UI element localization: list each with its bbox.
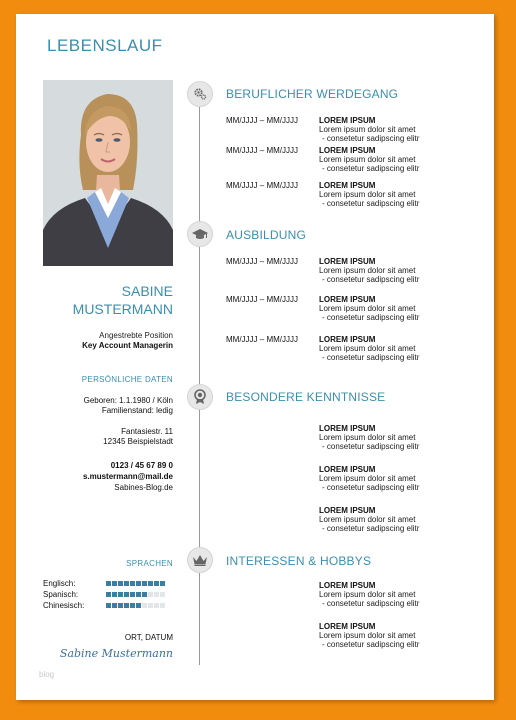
language-level-segment	[124, 592, 129, 597]
crown-icon	[187, 547, 213, 573]
language-label: Chinesisch:	[43, 601, 85, 610]
entry-text-line: - consetetur sadipscing elitr	[322, 164, 420, 173]
section-title-career: BERUFLICHER WERDEGANG	[226, 87, 399, 101]
language-label: Spanisch:	[43, 590, 79, 599]
language-level-segment	[136, 603, 141, 608]
language-level-segment	[124, 581, 129, 586]
phone-number: 0123 / 45 67 89 0	[110, 461, 173, 470]
address-street: Fantasiestr. 11	[121, 427, 173, 436]
portrait-image	[43, 80, 173, 266]
language-level-segment	[160, 581, 165, 586]
language-level-segment	[142, 603, 147, 608]
position-label: Angestrebte Position	[99, 331, 173, 340]
language-level-segment	[130, 581, 135, 586]
first-name: SABINE	[121, 283, 173, 299]
language-level-bar	[106, 592, 165, 598]
section-entry	[226, 506, 486, 538]
language-level-segment	[118, 592, 123, 597]
entry-title: LOREM IPSUM	[319, 581, 376, 590]
language-level-segment	[142, 581, 147, 586]
entry-title: LOREM IPSUM	[319, 506, 376, 515]
entry-date: MM/JJJJ – MM/JJJJ	[226, 181, 298, 190]
language-level-segment	[142, 592, 147, 597]
language-level-segment	[112, 581, 117, 586]
entry-text-line: - consetetur sadipscing elitr	[322, 442, 420, 451]
timeline-line	[199, 95, 200, 665]
language-row	[43, 579, 183, 589]
signature: Sabine Mustermann	[59, 647, 173, 660]
last-name: MUSTERMANN	[72, 301, 173, 317]
section-entry	[226, 424, 486, 456]
section-entry	[226, 622, 486, 654]
language-level-segment	[112, 592, 117, 597]
language-row	[43, 601, 183, 611]
section-entry	[226, 581, 486, 613]
birth-info: Geboren: 1.1.1980 / Köln	[83, 396, 173, 405]
entry-text-line: - consetetur sadipscing elitr	[322, 599, 420, 608]
entry-title: LOREM IPSUM	[319, 424, 376, 433]
entry-text-line: Lorem ipsum dolor sit amet	[319, 190, 416, 199]
entry-title: LOREM IPSUM	[319, 146, 376, 155]
family-status: Familienstand: ledig	[101, 406, 173, 415]
section-title-hobbies: INTERESSEN & HOBBYS	[226, 554, 372, 568]
entry-title: LOREM IPSUM	[319, 295, 376, 304]
language-level-segment	[136, 581, 141, 586]
language-label: Englisch:	[43, 579, 76, 588]
section-title-education: AUSBILDUNG	[226, 228, 307, 242]
language-level-segment	[148, 603, 153, 608]
language-level-segment	[148, 581, 153, 586]
language-level-segment	[136, 592, 141, 597]
entry-title: LOREM IPSUM	[319, 257, 376, 266]
entry-date: MM/JJJJ – MM/JJJJ	[226, 146, 298, 155]
entry-title: LOREM IPSUM	[319, 335, 376, 344]
section-entry	[226, 146, 486, 178]
section-entry	[226, 116, 486, 148]
section-entry	[226, 465, 486, 497]
entry-text-line: Lorem ipsum dolor sit amet	[319, 155, 416, 164]
watermark: blog	[39, 670, 55, 679]
entry-text-line: - consetetur sadipscing elitr	[322, 199, 420, 208]
address-city: 12345 Beispielstadt	[103, 437, 173, 446]
language-level-segment	[154, 603, 159, 608]
email-address[interactable]: s.mustermann@mail.de	[82, 472, 173, 481]
person-name	[43, 282, 173, 318]
entry-text-line: - consetetur sadipscing elitr	[322, 483, 420, 492]
entry-text-line: - consetetur sadipscing elitr	[322, 134, 420, 143]
entry-text-line: Lorem ipsum dolor sit amet	[319, 266, 416, 275]
entry-title: LOREM IPSUM	[319, 116, 376, 125]
entry-date: MM/JJJJ – MM/JJJJ	[226, 116, 298, 125]
entry-text-line: Lorem ipsum dolor sit amet	[319, 304, 416, 313]
award-badge-icon	[187, 384, 213, 410]
section-entry	[226, 257, 486, 289]
entry-text-line: Lorem ipsum dolor sit amet	[319, 125, 416, 134]
section-entry	[226, 295, 486, 327]
entry-text-line: Lorem ipsum dolor sit amet	[319, 515, 416, 524]
entry-date: MM/JJJJ – MM/JJJJ	[226, 257, 298, 266]
entry-date: MM/JJJJ – MM/JJJJ	[226, 335, 298, 344]
section-title-skills: BESONDERE KENNTNISSE	[226, 390, 386, 404]
language-level-segment	[148, 592, 153, 597]
language-level-segment	[106, 603, 111, 608]
language-row	[43, 590, 183, 600]
personal-data-heading: PERSÖNLICHE DATEN	[81, 375, 173, 384]
language-level-segment	[112, 603, 117, 608]
language-level-segment	[160, 592, 165, 597]
language-level-segment	[118, 603, 123, 608]
language-level-bar	[106, 581, 165, 587]
language-level-segment	[124, 603, 129, 608]
entry-date: MM/JJJJ – MM/JJJJ	[226, 295, 298, 304]
entry-text-line: - consetetur sadipscing elitr	[322, 275, 420, 284]
entry-text-line: Lorem ipsum dolor sit amet	[319, 474, 416, 483]
blog-link[interactable]: Sabines-Blog.de	[114, 483, 173, 492]
language-level-segment	[106, 592, 111, 597]
entry-text-line: Lorem ipsum dolor sit amet	[319, 433, 416, 442]
position-value: Key Account Managerin	[82, 341, 173, 350]
entry-title: LOREM IPSUM	[319, 622, 376, 631]
gear-icon	[187, 81, 213, 107]
entry-text-line: - consetetur sadipscing elitr	[322, 313, 420, 322]
language-level-segment	[118, 581, 123, 586]
portrait-photo	[43, 80, 173, 266]
section-entry	[226, 181, 486, 213]
language-level-segment	[130, 592, 135, 597]
language-level-segment	[130, 603, 135, 608]
entry-text-line: - consetetur sadipscing elitr	[322, 524, 420, 533]
place-date: ORT, DATUM	[124, 633, 173, 642]
section-entry	[226, 335, 486, 367]
entry-text-line: Lorem ipsum dolor sit amet	[319, 631, 416, 640]
resume-page	[16, 14, 494, 700]
language-level-segment	[160, 603, 165, 608]
language-level-segment	[154, 581, 159, 586]
language-level-bar	[106, 603, 165, 609]
entry-text-line: Lorem ipsum dolor sit amet	[319, 344, 416, 353]
languages-heading: SPRACHEN	[126, 559, 173, 568]
entry-text-line: - consetetur sadipscing elitr	[322, 353, 420, 362]
entry-title: LOREM IPSUM	[319, 181, 376, 190]
entry-text-line: - consetetur sadipscing elitr	[322, 640, 420, 649]
language-level-segment	[154, 592, 159, 597]
entry-text-line: Lorem ipsum dolor sit amet	[319, 590, 416, 599]
graduation-cap-icon	[187, 221, 213, 247]
language-level-segment	[106, 581, 111, 586]
page-title: LEBENSLAUF	[47, 36, 163, 55]
entry-title: LOREM IPSUM	[319, 465, 376, 474]
